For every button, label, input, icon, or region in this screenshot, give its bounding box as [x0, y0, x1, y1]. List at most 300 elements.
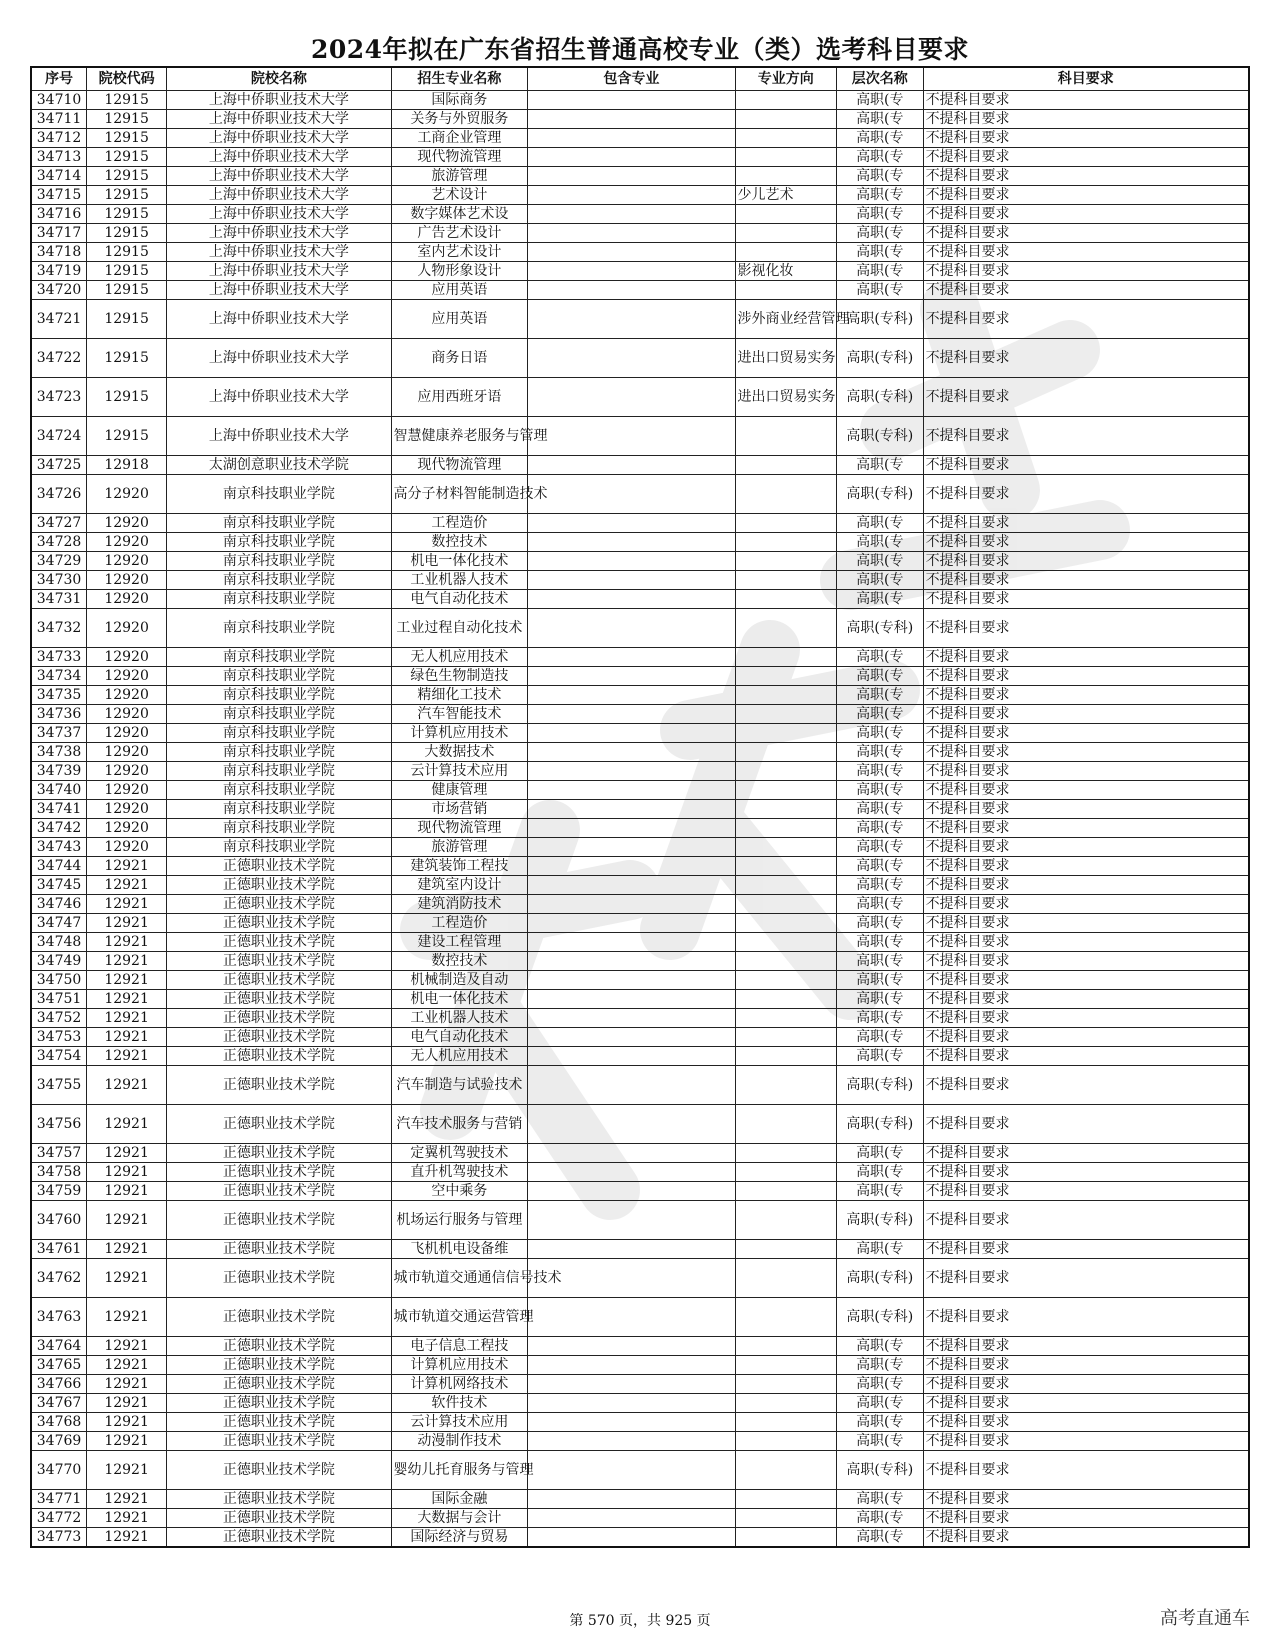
cell-school-code: 12915 — [87, 110, 167, 129]
cell-included-majors — [528, 1528, 735, 1548]
cell-school-code: 12915 — [87, 148, 167, 167]
cell-level: 高职(专 — [837, 224, 924, 243]
table-row — [31, 300, 1249, 339]
cell-serial: 34711 — [31, 110, 87, 129]
cell-serial: 34771 — [31, 1490, 87, 1509]
cell-subject-requirement: 不提科目要求 — [923, 167, 1249, 186]
cell-included-majors — [528, 838, 735, 857]
cell-major-direction — [735, 667, 836, 686]
cell-school-code: 12921 — [87, 952, 167, 971]
cell-level: 高职(专科) — [837, 609, 924, 648]
cell-included-majors — [528, 1356, 735, 1375]
cell-school-name: 正德职业技术学院 — [167, 952, 391, 971]
cell-major-name: 工业机器人技术 — [391, 1009, 528, 1028]
cell-subject-requirement: 不提科目要求 — [923, 781, 1249, 800]
cell-included-majors — [528, 724, 735, 743]
cell-included-majors — [528, 648, 735, 667]
cell-serial: 34724 — [31, 417, 87, 456]
cell-subject-requirement: 不提科目要求 — [923, 339, 1249, 378]
cell-major-direction — [735, 224, 836, 243]
table-row — [31, 1298, 1249, 1337]
cell-school-code: 12921 — [87, 1509, 167, 1528]
cell-subject-requirement: 不提科目要求 — [923, 475, 1249, 514]
cell-major-direction — [735, 1028, 836, 1047]
cell-subject-requirement: 不提科目要求 — [923, 1451, 1249, 1490]
cell-major-direction — [735, 1375, 836, 1394]
cell-school-name: 正德职业技术学院 — [167, 1509, 391, 1528]
table-row — [31, 819, 1249, 838]
cell-major-name: 数字媒体艺术设 — [391, 205, 528, 224]
cell-serial: 34747 — [31, 914, 87, 933]
cell-subject-requirement: 不提科目要求 — [923, 514, 1249, 533]
cell-major-name: 精细化工技术 — [391, 686, 528, 705]
cell-subject-requirement: 不提科目要求 — [923, 952, 1249, 971]
cell-serial: 34734 — [31, 667, 87, 686]
header-serial: 序号 — [31, 67, 87, 91]
cell-level: 高职(专科) — [837, 339, 924, 378]
table-row — [31, 1337, 1249, 1356]
cell-included-majors — [528, 1394, 735, 1413]
cell-major-name: 工业过程自动化技术 — [391, 609, 528, 648]
cell-serial: 34720 — [31, 281, 87, 300]
cell-serial: 34760 — [31, 1201, 87, 1240]
cell-major-name: 大数据技术 — [391, 743, 528, 762]
cell-major-direction — [735, 876, 836, 895]
cell-school-name: 正德职业技术学院 — [167, 933, 391, 952]
cell-subject-requirement: 不提科目要求 — [923, 129, 1249, 148]
cell-school-code: 12915 — [87, 186, 167, 205]
cell-serial: 34710 — [31, 91, 87, 110]
cell-major-direction — [735, 167, 836, 186]
cell-subject-requirement: 不提科目要求 — [923, 667, 1249, 686]
cell-serial: 34731 — [31, 590, 87, 609]
cell-included-majors — [528, 819, 735, 838]
table-row — [31, 186, 1249, 205]
table-row — [31, 1356, 1249, 1375]
cell-subject-requirement: 不提科目要求 — [923, 1490, 1249, 1509]
cell-school-name: 正德职业技术学院 — [167, 1240, 391, 1259]
cell-major-direction — [735, 552, 836, 571]
cell-included-majors — [528, 205, 735, 224]
cell-school-name: 正德职业技术学院 — [167, 1182, 391, 1201]
cell-subject-requirement: 不提科目要求 — [923, 1298, 1249, 1337]
cell-subject-requirement: 不提科目要求 — [923, 1047, 1249, 1066]
cell-major-name: 机场运行服务与管理 — [391, 1201, 528, 1240]
cell-major-direction — [735, 705, 836, 724]
cell-school-code: 12915 — [87, 300, 167, 339]
cell-major-name: 应用西班牙语 — [391, 378, 528, 417]
cell-level: 高职(专 — [837, 186, 924, 205]
cell-major-direction — [735, 1047, 836, 1066]
cell-major-name: 空中乘务 — [391, 1182, 528, 1201]
table-row — [31, 281, 1249, 300]
cell-major-direction — [735, 1432, 836, 1451]
table-row — [31, 1163, 1249, 1182]
cell-serial: 34751 — [31, 990, 87, 1009]
cell-school-name: 南京科技职业学院 — [167, 686, 391, 705]
cell-level: 高职(专 — [837, 990, 924, 1009]
cell-serial: 34756 — [31, 1105, 87, 1144]
brand-watermark-text: 高考直通车 — [1160, 1608, 1250, 1629]
cell-level: 高职(专 — [837, 1413, 924, 1432]
table-row — [31, 686, 1249, 705]
cell-serial: 34717 — [31, 224, 87, 243]
cell-school-name: 正德职业技术学院 — [167, 1490, 391, 1509]
cell-school-code: 12921 — [87, 1240, 167, 1259]
cell-school-name: 正德职业技术学院 — [167, 1432, 391, 1451]
cell-school-name: 上海中侨职业技术大学 — [167, 186, 391, 205]
table-row — [31, 514, 1249, 533]
cell-level: 高职(专 — [837, 1528, 924, 1548]
cell-school-name: 上海中侨职业技术大学 — [167, 129, 391, 148]
header-school-name: 院校名称 — [167, 67, 391, 91]
cell-serial: 34743 — [31, 838, 87, 857]
cell-level: 高职(专 — [837, 205, 924, 224]
cell-school-name: 南京科技职业学院 — [167, 667, 391, 686]
cell-serial: 34718 — [31, 243, 87, 262]
cell-school-name: 上海中侨职业技术大学 — [167, 110, 391, 129]
cell-school-code: 12921 — [87, 1337, 167, 1356]
cell-school-name: 正德职业技术学院 — [167, 1028, 391, 1047]
cell-level: 高职(专科) — [837, 417, 924, 456]
cell-school-code: 12921 — [87, 1432, 167, 1451]
cell-major-name: 数控技术 — [391, 952, 528, 971]
header-included-majors: 包含专业 — [528, 67, 735, 91]
table-row — [31, 857, 1249, 876]
cell-serial: 34739 — [31, 762, 87, 781]
cell-subject-requirement: 不提科目要求 — [923, 1375, 1249, 1394]
cell-serial: 34753 — [31, 1028, 87, 1047]
cell-included-majors — [528, 552, 735, 571]
cell-major-direction — [735, 148, 836, 167]
cell-major-name: 商务日语 — [391, 339, 528, 378]
cell-major-name: 国际金融 — [391, 1490, 528, 1509]
table-row — [31, 110, 1249, 129]
cell-school-code: 12918 — [87, 456, 167, 475]
cell-school-name: 正德职业技术学院 — [167, 895, 391, 914]
cell-subject-requirement: 不提科目要求 — [923, 1105, 1249, 1144]
table-row — [31, 762, 1249, 781]
cell-level: 高职(专 — [837, 1240, 924, 1259]
cell-level: 高职(专 — [837, 110, 924, 129]
cell-school-name: 南京科技职业学院 — [167, 724, 391, 743]
cell-subject-requirement: 不提科目要求 — [923, 571, 1249, 590]
cell-major-name: 关务与外贸服务 — [391, 110, 528, 129]
cell-major-direction — [735, 762, 836, 781]
cell-school-code: 12920 — [87, 724, 167, 743]
cell-school-name: 南京科技职业学院 — [167, 743, 391, 762]
cell-level: 高职(专 — [837, 876, 924, 895]
cell-included-majors — [528, 1163, 735, 1182]
cell-level: 高职(专科) — [837, 1201, 924, 1240]
cell-school-name: 上海中侨职业技术大学 — [167, 262, 391, 281]
cell-major-direction — [735, 1356, 836, 1375]
cell-major-name: 智慧健康养老服务与管理 — [391, 417, 528, 456]
cell-level: 高职(专 — [837, 456, 924, 475]
cell-major-direction — [735, 1201, 836, 1240]
cell-included-majors — [528, 1375, 735, 1394]
cell-level: 高职(专科) — [837, 1298, 924, 1337]
cell-included-majors — [528, 781, 735, 800]
cell-serial: 34738 — [31, 743, 87, 762]
cell-level: 高职(专 — [837, 1356, 924, 1375]
cell-included-majors — [528, 1201, 735, 1240]
cell-level: 高职(专 — [837, 1182, 924, 1201]
cell-subject-requirement: 不提科目要求 — [923, 91, 1249, 110]
cell-included-majors — [528, 1047, 735, 1066]
cell-major-name: 健康管理 — [391, 781, 528, 800]
cell-school-code: 12920 — [87, 743, 167, 762]
cell-major-name: 旅游管理 — [391, 167, 528, 186]
cell-school-code: 12921 — [87, 857, 167, 876]
cell-subject-requirement: 不提科目要求 — [923, 590, 1249, 609]
cell-serial: 34769 — [31, 1432, 87, 1451]
cell-subject-requirement: 不提科目要求 — [923, 186, 1249, 205]
cell-serial: 34733 — [31, 648, 87, 667]
cell-major-direction — [735, 1490, 836, 1509]
cell-school-code: 12920 — [87, 571, 167, 590]
cell-subject-requirement: 不提科目要求 — [923, 990, 1249, 1009]
cell-school-name: 南京科技职业学院 — [167, 533, 391, 552]
cell-school-name: 正德职业技术学院 — [167, 971, 391, 990]
cell-school-name: 南京科技职业学院 — [167, 762, 391, 781]
cell-serial: 34727 — [31, 514, 87, 533]
cell-level: 高职(专 — [837, 800, 924, 819]
cell-serial: 34741 — [31, 800, 87, 819]
cell-school-code: 12921 — [87, 1298, 167, 1337]
cell-major-direction — [735, 1240, 836, 1259]
cell-school-name: 南京科技职业学院 — [167, 838, 391, 857]
table-row — [31, 1047, 1249, 1066]
cell-subject-requirement: 不提科目要求 — [923, 686, 1249, 705]
table-row — [31, 243, 1249, 262]
cell-level: 高职(专 — [837, 781, 924, 800]
cell-included-majors — [528, 971, 735, 990]
cell-serial: 34728 — [31, 533, 87, 552]
cell-subject-requirement: 不提科目要求 — [923, 1528, 1249, 1548]
cell-major-direction — [735, 281, 836, 300]
cell-serial: 34740 — [31, 781, 87, 800]
cell-subject-requirement: 不提科目要求 — [923, 762, 1249, 781]
cell-major-name: 绿色生物制造技 — [391, 667, 528, 686]
cell-level: 高职(专 — [837, 1432, 924, 1451]
cell-subject-requirement: 不提科目要求 — [923, 243, 1249, 262]
cell-school-code: 12921 — [87, 990, 167, 1009]
cell-school-code: 12921 — [87, 914, 167, 933]
cell-major-direction — [735, 1394, 836, 1413]
table-row — [31, 609, 1249, 648]
cell-school-code: 12920 — [87, 667, 167, 686]
cell-school-name: 正德职业技术学院 — [167, 1298, 391, 1337]
cell-school-code: 12915 — [87, 243, 167, 262]
cell-major-direction — [735, 456, 836, 475]
cell-included-majors — [528, 300, 735, 339]
cell-included-majors — [528, 857, 735, 876]
cell-included-majors — [528, 475, 735, 514]
cell-major-direction — [735, 914, 836, 933]
cell-school-code: 12920 — [87, 705, 167, 724]
table-row — [31, 800, 1249, 819]
cell-major-direction — [735, 243, 836, 262]
cell-included-majors — [528, 1509, 735, 1528]
cell-major-name: 应用英语 — [391, 300, 528, 339]
cell-major-name: 动漫制作技术 — [391, 1432, 528, 1451]
cell-school-code: 12920 — [87, 686, 167, 705]
cell-subject-requirement: 不提科目要求 — [923, 110, 1249, 129]
cell-included-majors — [528, 990, 735, 1009]
cell-level: 高职(专 — [837, 743, 924, 762]
cell-included-majors — [528, 952, 735, 971]
cell-school-name: 正德职业技术学院 — [167, 1375, 391, 1394]
cell-major-direction — [735, 1509, 836, 1528]
table-row — [31, 533, 1249, 552]
cell-major-direction — [735, 1528, 836, 1548]
cell-major-direction — [735, 1144, 836, 1163]
table-row — [31, 1028, 1249, 1047]
cell-level: 高职(专 — [837, 1144, 924, 1163]
cell-major-name: 机械制造及自动 — [391, 971, 528, 990]
cell-included-majors — [528, 571, 735, 590]
cell-school-name: 正德职业技术学院 — [167, 1259, 391, 1298]
cell-included-majors — [528, 914, 735, 933]
cell-level: 高职(专 — [837, 857, 924, 876]
table-row — [31, 724, 1249, 743]
cell-serial: 34772 — [31, 1509, 87, 1528]
cell-school-code: 12921 — [87, 1528, 167, 1548]
cell-serial: 34757 — [31, 1144, 87, 1163]
cell-major-name: 无人机应用技术 — [391, 1047, 528, 1066]
cell-serial: 34722 — [31, 339, 87, 378]
cell-included-majors — [528, 1182, 735, 1201]
header-major-name: 招生专业名称 — [391, 67, 528, 91]
cell-school-code: 12915 — [87, 262, 167, 281]
cell-major-direction — [735, 1259, 836, 1298]
cell-serial: 34712 — [31, 129, 87, 148]
cell-serial: 34736 — [31, 705, 87, 724]
cell-serial: 34732 — [31, 609, 87, 648]
cell-included-majors — [528, 262, 735, 281]
cell-subject-requirement: 不提科目要求 — [923, 876, 1249, 895]
cell-major-name: 汽车技术服务与营销 — [391, 1105, 528, 1144]
cell-serial: 34759 — [31, 1182, 87, 1201]
cell-serial: 34748 — [31, 933, 87, 952]
table-row — [31, 378, 1249, 417]
cell-school-code: 12921 — [87, 971, 167, 990]
cell-level: 高职(专 — [837, 1337, 924, 1356]
cell-major-direction — [735, 1337, 836, 1356]
cell-included-majors — [528, 667, 735, 686]
cell-level: 高职(专 — [837, 91, 924, 110]
cell-major-direction — [735, 724, 836, 743]
cell-school-name: 南京科技职业学院 — [167, 609, 391, 648]
cell-school-code: 12920 — [87, 819, 167, 838]
cell-serial: 34764 — [31, 1337, 87, 1356]
cell-serial: 34730 — [31, 571, 87, 590]
cell-level: 高职(专 — [837, 933, 924, 952]
cell-subject-requirement: 不提科目要求 — [923, 1028, 1249, 1047]
cell-included-majors — [528, 281, 735, 300]
cell-level: 高职(专科) — [837, 1259, 924, 1298]
table-row — [31, 1105, 1249, 1144]
cell-major-direction — [735, 609, 836, 648]
cell-subject-requirement: 不提科目要求 — [923, 648, 1249, 667]
cell-serial: 34725 — [31, 456, 87, 475]
cell-school-code: 12921 — [87, 1163, 167, 1182]
cell-level: 高职(专 — [837, 281, 924, 300]
cell-major-direction — [735, 838, 836, 857]
cell-major-direction: 进出口贸易实务 — [735, 378, 836, 417]
cell-serial: 34742 — [31, 819, 87, 838]
cell-subject-requirement: 不提科目要求 — [923, 1259, 1249, 1298]
cell-school-code: 12921 — [87, 895, 167, 914]
cell-school-code: 12921 — [87, 1375, 167, 1394]
cell-level: 高职(专 — [837, 952, 924, 971]
cell-school-name: 上海中侨职业技术大学 — [167, 378, 391, 417]
cell-included-majors — [528, 1240, 735, 1259]
cell-subject-requirement: 不提科目要求 — [923, 417, 1249, 456]
table-row — [31, 705, 1249, 724]
cell-serial: 34773 — [31, 1528, 87, 1548]
cell-major-direction — [735, 514, 836, 533]
table-row — [31, 876, 1249, 895]
cell-major-direction — [735, 743, 836, 762]
cell-school-code: 12920 — [87, 475, 167, 514]
cell-serial: 34719 — [31, 262, 87, 281]
cell-major-name: 汽车制造与试验技术 — [391, 1066, 528, 1105]
cell-school-name: 上海中侨职业技术大学 — [167, 417, 391, 456]
cell-school-name: 正德职业技术学院 — [167, 1163, 391, 1182]
cell-major-name: 汽车智能技术 — [391, 705, 528, 724]
cell-major-name: 广告艺术设计 — [391, 224, 528, 243]
table-row — [31, 475, 1249, 514]
cell-subject-requirement: 不提科目要求 — [923, 378, 1249, 417]
cell-included-majors — [528, 456, 735, 475]
table-row — [31, 590, 1249, 609]
cell-serial: 34770 — [31, 1451, 87, 1490]
table-row — [31, 417, 1249, 456]
table-row — [31, 262, 1249, 281]
cell-major-direction — [735, 475, 836, 514]
cell-level: 高职(专 — [837, 514, 924, 533]
cell-major-direction: 影视化妆 — [735, 262, 836, 281]
cell-major-direction: 涉外商业经营管理 — [735, 300, 836, 339]
cell-included-majors — [528, 895, 735, 914]
cell-major-name: 计算机应用技术 — [391, 1356, 528, 1375]
cell-serial: 34716 — [31, 205, 87, 224]
cell-major-name: 机电一体化技术 — [391, 552, 528, 571]
cell-major-direction — [735, 1182, 836, 1201]
cell-level: 高职(专 — [837, 552, 924, 571]
cell-serial: 34737 — [31, 724, 87, 743]
cell-subject-requirement: 不提科目要求 — [923, 838, 1249, 857]
cell-subject-requirement: 不提科目要求 — [923, 300, 1249, 339]
document-title: 2024年拟在广东省招生普通高校专业（类）选考科目要求 — [310, 35, 970, 64]
cell-included-majors — [528, 1066, 735, 1105]
cell-subject-requirement: 不提科目要求 — [923, 281, 1249, 300]
cell-subject-requirement: 不提科目要求 — [923, 205, 1249, 224]
cell-level: 高职(专科) — [837, 1451, 924, 1490]
cell-level: 高职(专 — [837, 971, 924, 990]
cell-school-name: 太湖创意职业技术学院 — [167, 456, 391, 475]
cell-major-name: 城市轨道交通通信信号技术 — [391, 1259, 528, 1298]
table-row — [31, 1375, 1249, 1394]
table-row — [31, 167, 1249, 186]
cell-major-name: 建筑装饰工程技 — [391, 857, 528, 876]
cell-included-majors — [528, 186, 735, 205]
cell-major-name: 云计算技术应用 — [391, 762, 528, 781]
cell-school-code: 12921 — [87, 876, 167, 895]
cell-major-direction — [735, 781, 836, 800]
